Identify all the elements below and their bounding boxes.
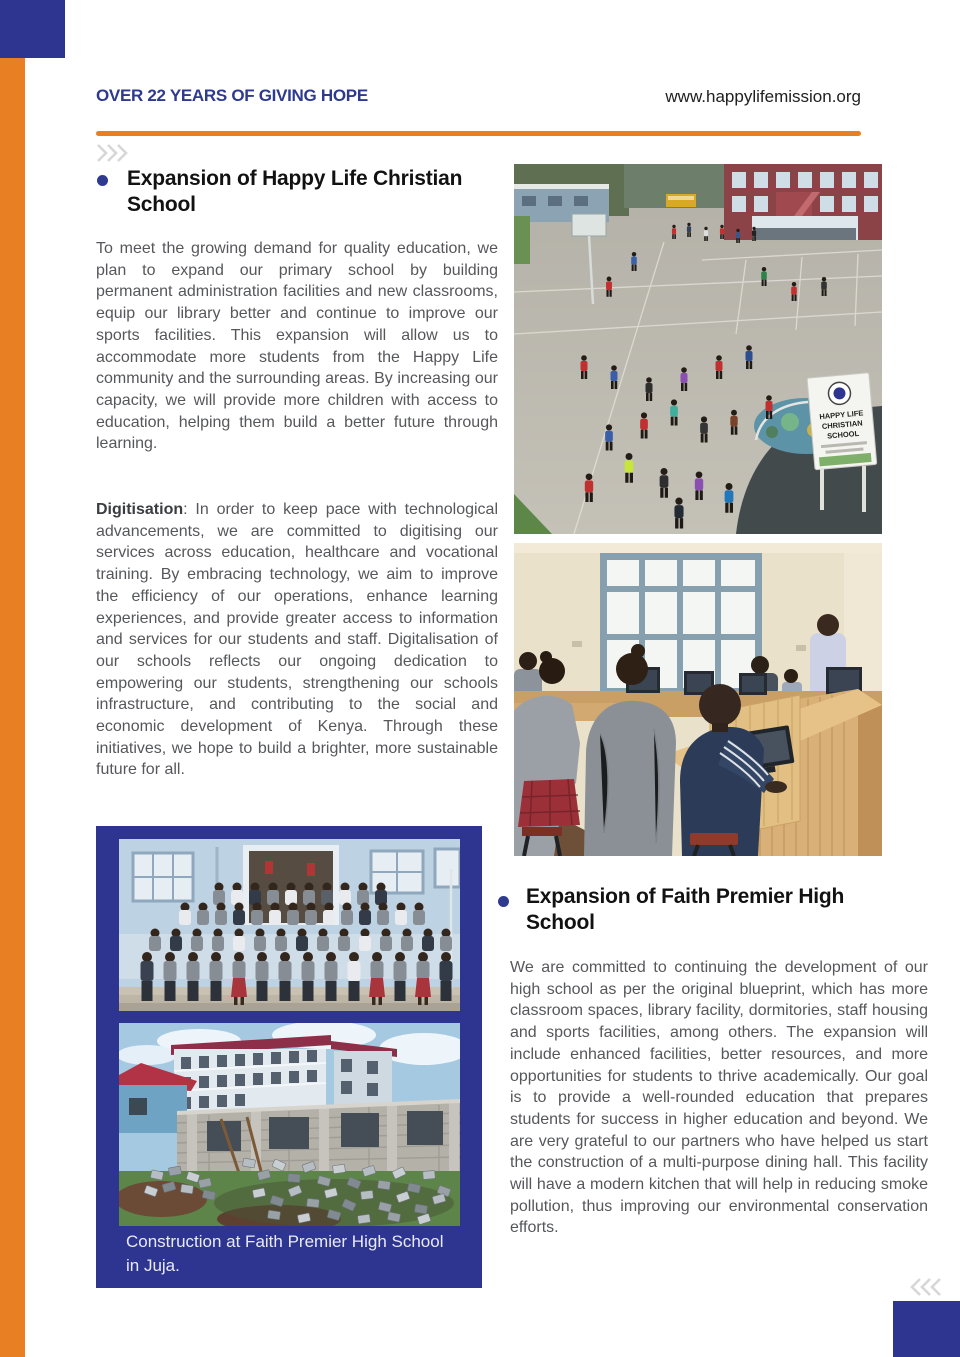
bottom-right-corner-block xyxy=(893,1301,960,1357)
digitisation-text: : In order to keep pace with technological advancements, we are committed to digitising our services across education, healthcare and vocational training. By embracing technology, we aim to improve the efficiency of our operations, enhance learning experiences, and provide greater access to information and services for our students and staff. Digitalisation of our schools reflects our ongoing dedication to empowering our students, strengthening our schools infrastructure, and contributing to the social and economic development of Kenya. Through these initiatives, we hope to build a brighter, more sustainable future for all. xyxy=(96,501,498,779)
section-bullet xyxy=(97,175,108,186)
section-body-digitisation xyxy=(96,499,498,781)
header-divider xyxy=(96,131,861,136)
triple-chevron-right-icon xyxy=(95,143,135,163)
digitisation-lead: Digitisation xyxy=(96,501,184,518)
computer-lab-photo xyxy=(514,543,882,856)
collage-caption: Construction at Faith Premier High School in Juja. xyxy=(126,1232,444,1275)
header-tagline: OVER 22 YEARS OF GIVING HOPE xyxy=(96,86,368,105)
website-link[interactable]: www.happylifemission.org xyxy=(665,87,861,106)
school-sign-text: HAPPY LIFE xyxy=(819,408,864,422)
school-playground-aerial-photo xyxy=(514,164,882,534)
section-body-faith-premier: We are committed to continuing the development of our high school as per the original blueprint, which has more classroom spaces, library facility, dormitories, staff housing and sports facilities, among others. The expansion will include enhanced facilities, better resources, and more opportunities for students to thrive academically. Our goal is to provide a well-rounded education that prepares students for success in higher education and beyond. We are very grateful to our partners who have helped us start the construction of a multi-purpose dining hall. This facility will have a modern kitchen that will help in reducing smoke pollution, thus improving our environmental conservation efforts. xyxy=(510,959,928,1237)
section-bullet xyxy=(498,896,509,907)
students-group-photo xyxy=(119,839,460,1011)
section-title-happy-life: Expansion of Happy Life Christian School xyxy=(127,167,463,216)
left-edge-stripe xyxy=(0,58,25,1357)
school-sign xyxy=(807,373,877,470)
triple-chevron-left-icon xyxy=(903,1277,943,1297)
construction-site-photo xyxy=(119,1023,460,1226)
school-sign-text: CHRISTIAN xyxy=(821,418,863,432)
section-title-faith-premier: Expansion of Faith Premier High School xyxy=(526,885,845,934)
collage-panel xyxy=(96,826,482,1288)
top-left-corner-block xyxy=(0,0,65,58)
school-sign-text: SCHOOL xyxy=(826,428,860,441)
section-body-happy-life: To meet the growing demand for quality education, we plan to expand our primary school by building permanent administration facilities and new classrooms, equip our library better and continue to improve our sports facilities. This expansion will allow us to accommodate more students from the Happy Life community and the surrounding areas. By increasing our capacity, we will provide more children with access to education, helping them build a better future through learning. xyxy=(96,240,498,453)
